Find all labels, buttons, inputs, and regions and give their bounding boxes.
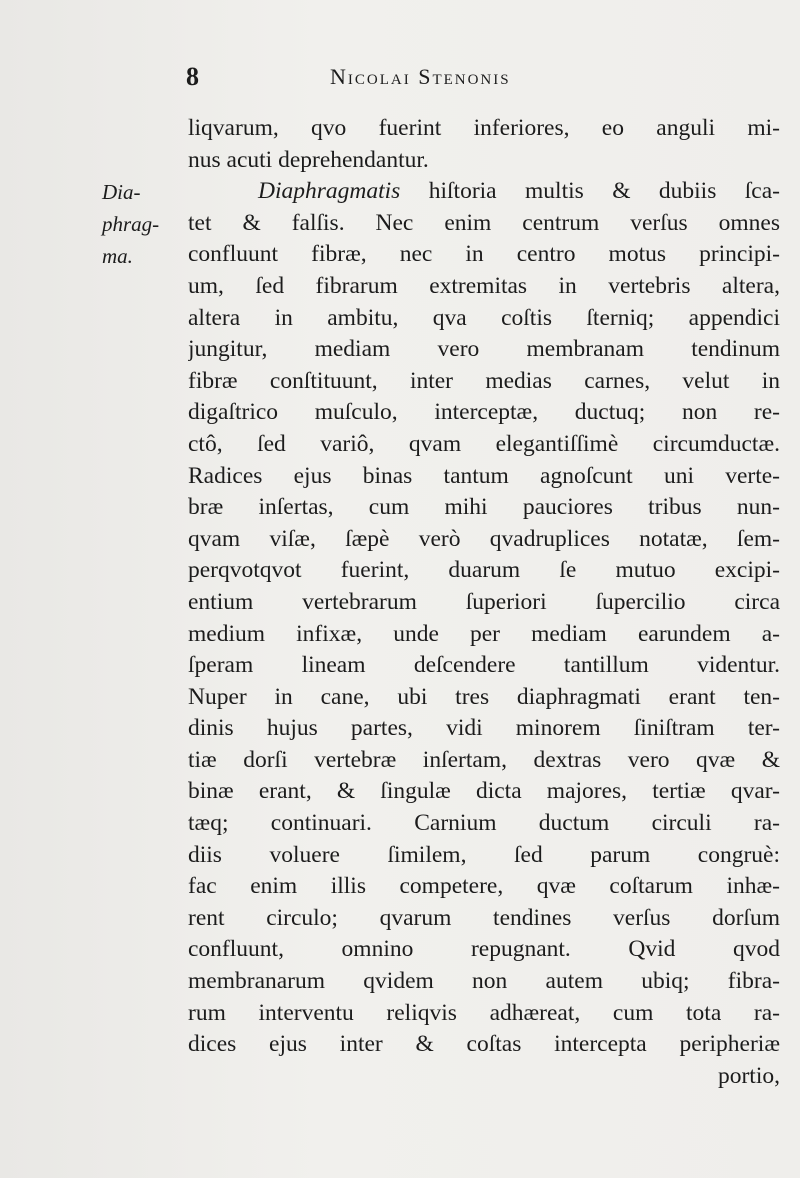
marginal-note-line: ma.: [102, 244, 133, 268]
text-line-content: rent circulo; qvarum tendines verſus dorſum: [188, 904, 780, 931]
body-text: [188, 113, 780, 1092]
text-line-content: fac enim illis competere, qvæ coſtarum inhæ-: [188, 873, 780, 900]
text-line: [188, 366, 780, 398]
text-line: [188, 555, 780, 587]
page-header: [186, 62, 786, 96]
text-line: [188, 239, 780, 271]
text-line: [188, 682, 780, 714]
text-line-content: medium infixæ, unde per mediam earundem a-: [188, 620, 780, 647]
text-line: [188, 903, 780, 935]
italic-term: Diaphragmatis: [258, 178, 401, 205]
text-line-content: altera in ambitu, qva coſtis ſterniq; appendici: [188, 304, 780, 331]
page-number: 8: [186, 62, 199, 91]
text-line-content: rum interventu reliqvis adhæreat, cum tota ra-: [188, 999, 780, 1026]
text-line-content: confluunt, omnino repugnant. Qvid qvod: [188, 936, 780, 963]
text-line-content: um, ſed fibrarum extremitas in vertebris altera,: [188, 272, 780, 299]
text-line: [188, 303, 780, 335]
text-line: [188, 492, 780, 524]
text-line-content: digaſtrico muſculo, interceptæ, ductuq; non re-: [188, 399, 780, 426]
text-line-content: entium vertebrarum ſuperiori ſupercilio circa: [188, 588, 780, 615]
text-line: [188, 808, 780, 840]
text-line: [188, 429, 780, 461]
text-line: [188, 713, 780, 745]
text-line: [188, 397, 780, 429]
text-line-content: jungitur, mediam vero membranam tendinum: [188, 336, 780, 363]
text-line-content: Nuper in cane, ubi tres diaphragmati erant ten-: [188, 683, 780, 710]
text-line-content: hiſtoria multis & dubiis ſca-: [400, 178, 780, 205]
text-line: [188, 840, 780, 872]
text-line-content: dices ejus inter & coſtas intercepta peripheriæ: [188, 1031, 780, 1058]
marginal-note-line: phrag-: [102, 212, 160, 236]
running-head: Nicolai Stenonis: [330, 64, 511, 89]
text-line: [188, 461, 780, 493]
text-line-content: binæ erant, & ſingulæ dicta majores, tertiæ qvar-: [188, 778, 780, 805]
text-line: [188, 650, 780, 682]
text-line: [188, 776, 780, 808]
text-line-content: portio,: [717, 1062, 780, 1089]
text-line-content: membranarum qvidem non autem ubiq; fibra-: [188, 968, 780, 995]
text-line-content: dinis hujus partes, vidi minorem ſiniſtram ter-: [188, 715, 780, 742]
text-line-content: nus acuti deprehendantur.: [188, 146, 429, 173]
text-line-content: bræ inſertas, cum mihi pauciores tribus nun-: [188, 494, 780, 521]
text-line: [188, 871, 780, 903]
text-line: [188, 1029, 780, 1061]
text-line: [188, 998, 780, 1030]
text-line-content: tiæ dorſi vertebræ inſertam, dextras vero qvæ &: [188, 746, 780, 773]
text-line-content: tet & falſis. Nec enim centrum verſus omnes: [188, 209, 780, 236]
text-line-content: diis voluere ſimilem, ſed parum congruè:: [188, 841, 780, 868]
text-line-content: Radices ejus binas tantum agnoſcunt uni verte-: [188, 462, 780, 489]
text-line: [188, 113, 780, 145]
text-line-content: perqvotqvot fuerint, duarum ſe mutuo excipi-: [188, 557, 780, 584]
text-line: [188, 587, 780, 619]
text-line: [188, 176, 780, 208]
marginal-note-line: Dia-: [102, 180, 141, 204]
text-line-content: liqvarum, qvo fuerint inferiores, eo anguli mi-: [188, 115, 780, 141]
text-line: [188, 145, 780, 177]
text-line: [188, 619, 780, 651]
text-line: [188, 934, 780, 966]
text-line: [188, 524, 780, 556]
text-line-content: ſperam lineam deſcendere tantillum videntur.: [188, 652, 780, 679]
text-line-content: ctô, ſed variô, qvam elegantiſſimè circumductæ.: [188, 430, 780, 457]
text-line-content: confluunt fibræ, nec in centro motus principi-: [188, 241, 780, 268]
text-line: [188, 271, 780, 303]
text-line-content: tæq; continuari. Carnium ductum circuli ra-: [188, 810, 780, 837]
text-line: [188, 745, 780, 777]
text-line: [188, 966, 780, 998]
marginal-note: [102, 176, 182, 272]
text-line: [188, 334, 780, 366]
text-line: [188, 208, 780, 240]
text-line-content: fibræ conſtituunt, inter medias carnes, velut in: [188, 367, 780, 394]
text-line: [188, 1061, 780, 1093]
text-line-content: qvam viſæ, ſæpè verò qvadruplices notatæ, ſem-: [188, 525, 780, 552]
